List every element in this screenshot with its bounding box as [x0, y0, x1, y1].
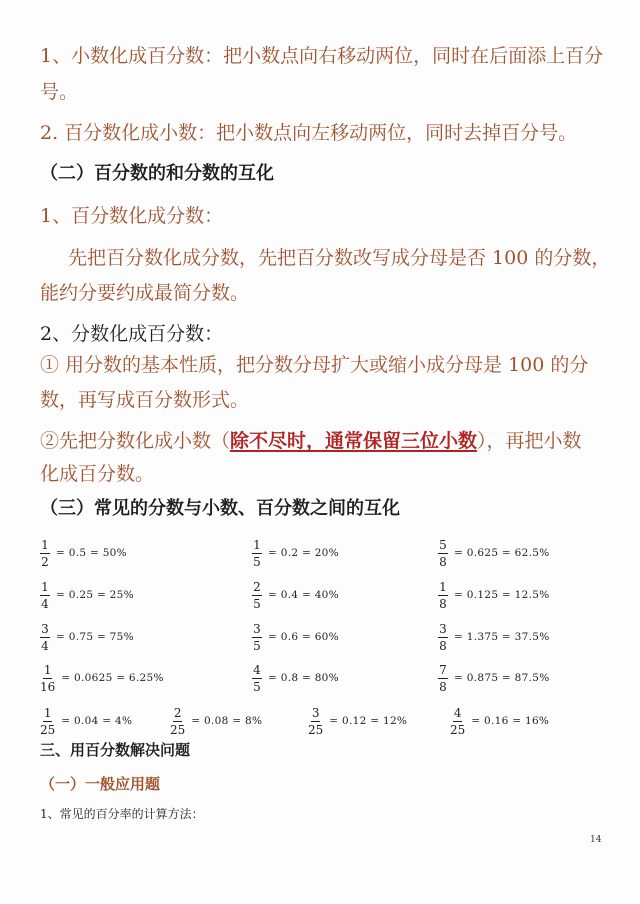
- numerator: 1: [41, 537, 49, 552]
- fraction: [252, 664, 262, 693]
- fraction-item: [252, 536, 339, 570]
- fraction-item: [252, 661, 339, 695]
- fraction-item: [308, 704, 407, 738]
- numerator: 5: [439, 537, 447, 552]
- fraction: [252, 623, 262, 652]
- text-line: 化成百分数。: [40, 463, 155, 485]
- equivalence-text: = 0.25 = 25%: [56, 589, 134, 601]
- denominator: 4: [41, 596, 49, 611]
- text-segment: ②先把分数化成小数（: [40, 430, 231, 452]
- equivalence-text: = 0.875 = 87.5%: [454, 672, 550, 684]
- fraction-item: [170, 704, 262, 738]
- numerator: 3: [439, 621, 447, 636]
- numerator: 1: [439, 579, 447, 594]
- denominator: 25: [170, 722, 186, 737]
- numerator: 1: [43, 662, 52, 677]
- denominator: 8: [439, 554, 447, 569]
- part-heading: 三、用百分数解决问题: [40, 741, 191, 759]
- section-heading: （三）常见的分数与小数、百分数之间的互化: [40, 498, 400, 519]
- equivalence-text: = 0.5 = 50%: [56, 547, 127, 559]
- text-line: 先把百分数化成分数，先把百分数改写成分母是否 100 的分数，: [68, 247, 611, 269]
- equivalence-text: = 0.625 = 62.5%: [454, 547, 550, 559]
- subheading: 2、分数化成百分数：: [40, 323, 224, 345]
- text-line: 1、小数化成百分数：把小数点向右移动两位，同时在后面添上百分: [40, 45, 604, 67]
- subheading: （一）一般应用题: [40, 775, 161, 793]
- fraction-row: [40, 578, 600, 612]
- equivalence-text: = 0.75 = 75%: [56, 631, 134, 643]
- denominator: 16: [40, 679, 56, 694]
- fraction-row: [40, 536, 600, 570]
- numerator: 2: [173, 705, 182, 720]
- text-line: 2. 百分数化成小数：把小数点向左移动两位，同时去掉百分号。: [40, 122, 578, 144]
- equivalence-text: = 0.12 = 12%: [329, 715, 408, 727]
- fraction: [252, 581, 262, 610]
- denominator: 5: [253, 596, 261, 611]
- fraction: [40, 539, 50, 568]
- equivalence-text: = 0.08 = 8%: [191, 715, 263, 727]
- fraction-item: [40, 620, 134, 654]
- fraction: [40, 581, 50, 610]
- fraction: [308, 707, 323, 736]
- fraction: [40, 664, 55, 693]
- denominator: 8: [439, 596, 447, 611]
- page-number: 14: [590, 835, 602, 845]
- fraction-item: [40, 536, 127, 570]
- fraction: [40, 623, 50, 652]
- text-segment: ），再把小数: [477, 430, 582, 452]
- numerator: 1: [253, 537, 261, 552]
- equivalence-text: = 0.8 = 80%: [268, 672, 339, 684]
- equivalence-text: = 0.4 = 40%: [268, 589, 339, 601]
- denominator: 5: [253, 638, 261, 653]
- numerator: 4: [453, 705, 462, 720]
- fraction: [170, 707, 185, 736]
- denominator: 25: [450, 722, 466, 737]
- fraction: [252, 539, 262, 568]
- equivalence-text: = 0.125 = 12.5%: [454, 589, 550, 601]
- numerator: 1: [43, 705, 52, 720]
- fraction-item: [252, 620, 339, 654]
- fraction: [450, 707, 465, 736]
- equivalence-text: = 0.0625 = 6.25%: [61, 672, 164, 684]
- fraction-item: [438, 536, 550, 570]
- numerator: 3: [41, 621, 49, 636]
- denominator: 8: [439, 638, 447, 653]
- fraction-row: [40, 704, 600, 738]
- denominator: 5: [253, 554, 261, 569]
- denominator: 2: [41, 554, 49, 569]
- text-line: 数，再写成百分数形式。: [40, 389, 250, 411]
- fraction: [438, 664, 448, 693]
- denominator: 25: [40, 722, 56, 737]
- fraction: [438, 539, 448, 568]
- fraction-row: [40, 620, 600, 654]
- equivalence-text: = 0.04 = 4%: [61, 715, 133, 727]
- equivalence-text: = 0.16 = 16%: [471, 715, 550, 727]
- text-line: ① 用分数的基本性质，把分数分母扩大或缩小成分母是 100 的分: [40, 354, 589, 376]
- fraction-item: [40, 661, 164, 695]
- equivalence-text: = 0.2 = 20%: [268, 547, 339, 559]
- text-line: 1、常见的百分率的计算方法：: [40, 807, 204, 821]
- fraction-item: [252, 578, 339, 612]
- denominator: 8: [439, 679, 447, 694]
- numerator: 7: [439, 662, 447, 677]
- fraction: [438, 581, 448, 610]
- emphasis-underlined: 除不尽时，通常保留三位小数: [230, 430, 478, 452]
- subheading: 1、百分数化成分数：: [40, 205, 224, 227]
- fraction: [438, 623, 448, 652]
- fraction: [40, 707, 55, 736]
- numerator: 4: [253, 662, 261, 677]
- text-line: 能约分要约成最简分数。: [40, 282, 250, 304]
- section-heading: （二）百分数的和分数的互化: [40, 163, 274, 184]
- fraction-item: [40, 578, 134, 612]
- text-line: [40, 432, 582, 451]
- equivalence-text: = 1.375 = 37.5%: [454, 631, 550, 643]
- equivalence-text: = 0.6 = 60%: [268, 631, 339, 643]
- fraction-item: [438, 620, 550, 654]
- numerator: 1: [41, 579, 49, 594]
- numerator: 3: [253, 621, 261, 636]
- fraction-item: [438, 578, 550, 612]
- numerator: 2: [253, 579, 261, 594]
- fraction-item: [450, 704, 549, 738]
- fraction-item: [40, 704, 132, 738]
- fraction-row: [40, 661, 600, 695]
- denominator: 25: [308, 722, 324, 737]
- denominator: 5: [253, 679, 261, 694]
- numerator: 3: [311, 705, 320, 720]
- fraction-item: [438, 661, 550, 695]
- text-line: 号。: [40, 81, 79, 103]
- denominator: 4: [41, 638, 49, 653]
